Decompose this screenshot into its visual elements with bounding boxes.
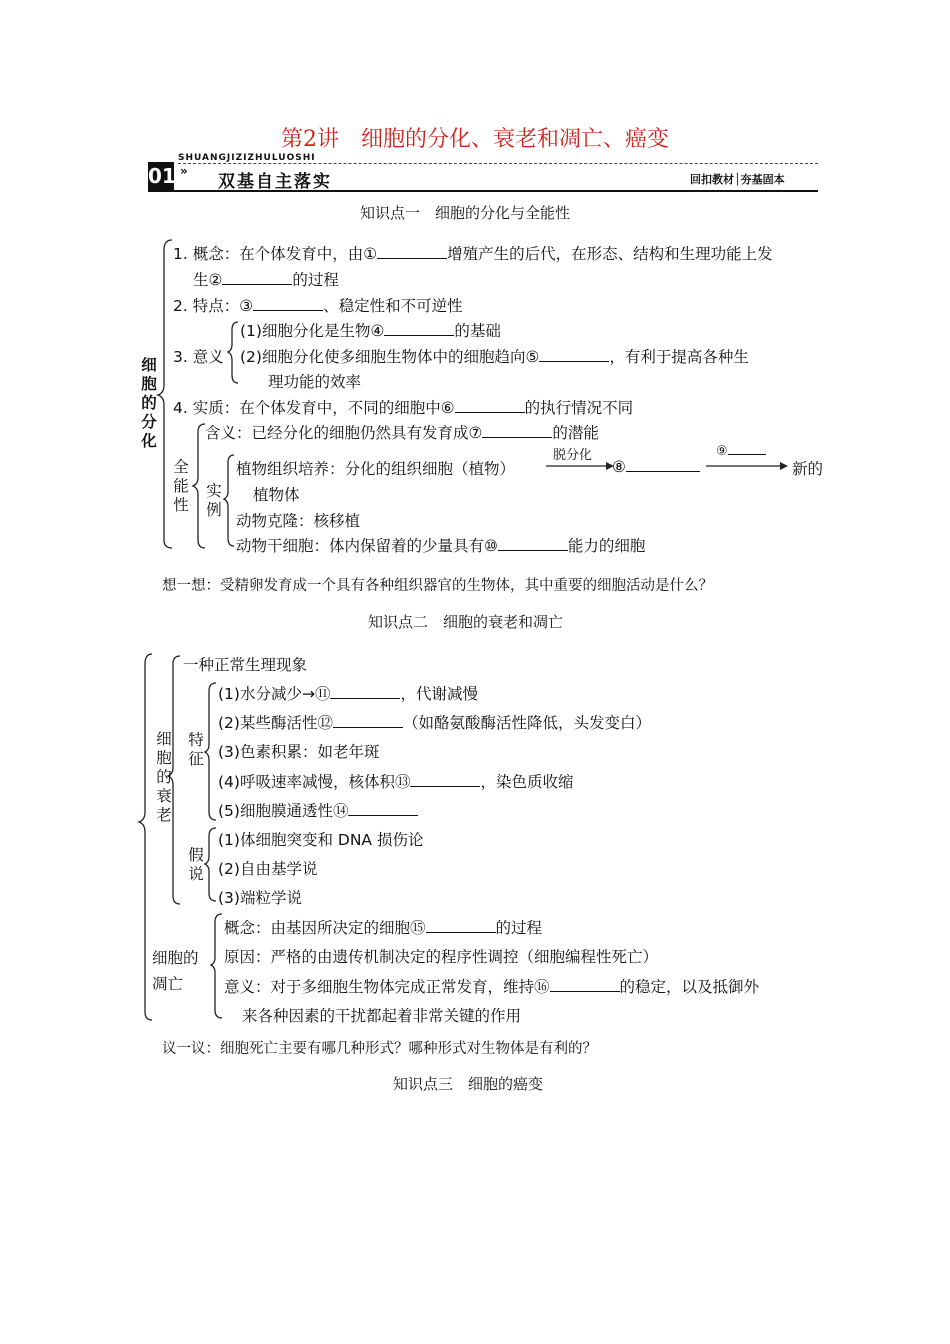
concept-line-2: 生② 的过程 (193, 271, 339, 289)
label-aging: 细 胞 的 衰 老 (156, 730, 172, 824)
apoptosis-concept: 概念：由基因所决定的细胞⑮ 的过程 (224, 919, 543, 937)
banner-pinyin: SHUANGJIZIZHULUOSHI (178, 153, 316, 163)
banner-tags: 回扣教材│夯基固本 (690, 173, 785, 186)
blank-12 (333, 713, 403, 728)
meaning-line-3: 理功能的效率 (268, 373, 362, 391)
brace-features (205, 683, 216, 820)
banner-arrow-icon: » (180, 164, 188, 178)
meaning-label: 3. 意义 (173, 348, 224, 366)
blank-5 (539, 347, 609, 362)
apoptosis-cause: 原因：严格的由遗传机制决定的程序性调控（细胞编程性死亡） (224, 948, 659, 966)
brace-aging-apoptosis (139, 654, 152, 1020)
label-hypotheses: 假 说 (188, 846, 204, 883)
blank-9-label: ⑨ (716, 443, 766, 459)
banner-title: 双基自主落实 (218, 172, 332, 192)
meaning-line-2: (2)细胞分化使多细胞生物体中的细胞趋向⑤ ，有利于提高各种生 (240, 348, 749, 366)
brace-meaning (228, 322, 238, 383)
feature-3: (3)色素积累：如老年斑 (218, 743, 380, 761)
feature-5: (5)细胞膜通透性⑭ (218, 799, 418, 821)
feature-line: 2. 特点：③ 、稳定性和不可逆性 (173, 297, 463, 315)
label-examples: 实 例 (206, 482, 222, 519)
label-totipotency: 全 能 性 (173, 458, 189, 514)
blank-10 (498, 536, 568, 551)
blank-16 (550, 977, 620, 992)
dedifferentiation-label: 脱分化 (553, 448, 593, 463)
plant-body-line: 植物体 (253, 486, 300, 504)
hypothesis-2: (2)自由基学说 (218, 860, 318, 878)
feature-4: (4)呼吸速率减慢，核体积⑬ ，染色质收缩 (218, 773, 574, 791)
brace-totipotency (193, 424, 205, 548)
blank-1 (377, 244, 447, 259)
brace-differentiation (158, 240, 172, 548)
banner-number: 01 (148, 164, 176, 188)
blank-8 (626, 457, 700, 472)
plant-tissue-culture-line: 植物组织培养：分化的组织细胞（植物） (236, 460, 516, 478)
concept-line: 1. 概念：在个体发育中，由① 增殖产生的后代，在形态、结构和生理功能上发 (173, 245, 773, 263)
blank-11 (330, 684, 400, 699)
feature-2: (2)某些酶活性⑫ （如酪氨酸酶活性降低，头发变白） (218, 714, 651, 732)
brace-apoptosis (211, 914, 222, 1018)
stem-cell-line: 动物干细胞：体内保留着的少量具有⑩ 能力的细胞 (236, 537, 646, 555)
think-question: 想一想：受精卵发育成一个具有各种组织器官的生物体，其中重要的细胞活动是什么？ (162, 578, 713, 594)
hypothesis-3: (3)端粒学说 (218, 889, 302, 907)
blank-9 (728, 443, 766, 455)
totipotency-definition: 含义：已经分化的细胞仍然具有发育成⑦ 的潜能 (205, 424, 599, 442)
page-title: 第2讲 细胞的分化、衰老和凋亡、癌变 (281, 127, 669, 152)
blank-8-number: ⑧ (612, 457, 700, 476)
label-features: 特 征 (188, 731, 204, 768)
blank-4 (384, 321, 454, 336)
meaning-line-1: (1)细胞分化是生物④ 的基础 (240, 322, 501, 340)
hypothesis-1: (1)体细胞突变和 DNA 损伤论 (218, 831, 424, 849)
blank-2 (222, 270, 292, 285)
blank-14 (348, 801, 418, 816)
section2-heading: 知识点二 细胞的衰老和凋亡 (368, 613, 564, 631)
feature-1: (1)水分减少→⑪ ，代谢减慢 (218, 685, 478, 703)
section1-heading: 知识点一 细胞的分化与全能性 (360, 204, 571, 222)
new-label: 新的 (792, 460, 824, 478)
blank-6 (455, 398, 525, 413)
section3-heading: 知识点三 细胞的癌变 (393, 1075, 544, 1093)
brace-hypotheses (205, 828, 216, 901)
blank-7 (482, 423, 552, 438)
blank-15 (426, 918, 496, 933)
blank-13 (410, 772, 480, 787)
apoptosis-significance-2: 来各种因素的干扰都起着非常关键的作用 (242, 1007, 522, 1025)
normal-phenomenon: 一种正常生理现象 (183, 656, 308, 674)
essence-line: 4. 实质：在个体发育中，不同的细胞中⑥ 的执行情况不同 (173, 399, 634, 417)
animal-cloning-line: 动物克隆：核移植 (236, 512, 361, 530)
blank-3 (253, 296, 323, 311)
apoptosis-significance: 意义：对于多细胞生物体完成正常发育，维持⑯ 的稳定，以及抵御外 (224, 978, 760, 996)
discuss-question: 议一议：细胞死亡主要有哪几种形式？哪种形式对生物体是有利的？ (162, 1041, 597, 1057)
brace-examples (224, 455, 234, 546)
label-apoptosis: 细胞的 凋亡 (152, 949, 199, 993)
label-differentiation: 细 胞 的 分 化 (141, 356, 157, 450)
